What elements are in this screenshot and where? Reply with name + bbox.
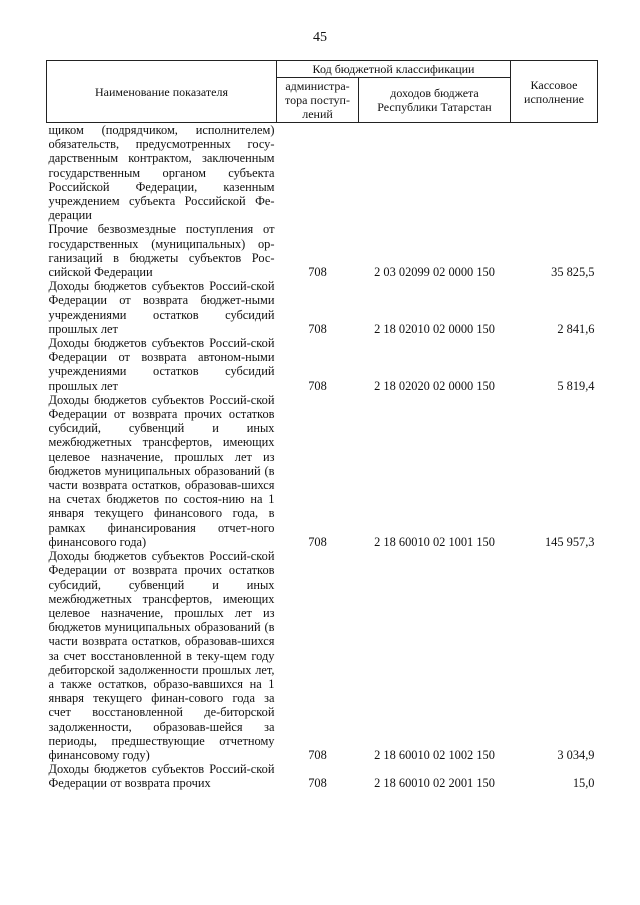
row-name: Доходы бюджетов субъектов Россий-ской Федерации от возврата прочих остатков субсидий, субвенций и иных межбюджетных трансфертов, имеющих целевое назначение, прошлых лет из бюджетов муниципальных образований (в части возврата остатков, образовав-шихся на счетах бюджетов по состоя-нию на 1 января текущего финансового года, в рамках финансирования отчет-ного финансового года)	[48, 392, 275, 549]
row-name: Доходы бюджетов субъектов Россий-ской Федерации от возврата автоном-ными учреждениями остатков субсидий прошлых лет	[48, 336, 275, 393]
row-code	[359, 123, 511, 223]
table-row	[47, 123, 598, 223]
table-row	[47, 222, 598, 279]
row-admin: 708	[308, 378, 327, 393]
header-income: доходов бюджета Республики Татарстан	[359, 78, 511, 123]
row-name: Доходы бюджетов субъектов Россий-ской Федерации от возврата прочих остатков субсидий, субвенций и иных межбюджетных трансфертов, имеющих целевое назначение, прошлых лет из бюджетов муниципальных образований (в части возврата остатков, образовав-шихся за счет восстановленной в теку-щем году дебиторской задолженности прошлых лет, а также остатков, образо-вавшихся на 1 января текущего финан-сового года за счет восстановленной де-биторской задолженности, образовав-шейся за периоды, предшествующие отчетному финансовому году)	[48, 549, 275, 762]
row-name: Доходы бюджетов субъектов Россий-ской Федерации от возврата прочих	[48, 762, 275, 791]
row-amount: 35 825,5	[551, 265, 595, 280]
header-admin: администра-тора поступ-лений	[277, 78, 359, 123]
row-admin: 708	[308, 534, 327, 549]
row-name: щиком (подрядчиком, исполнителем) обязательств, предусмотренных госу-дарственным контрактом, заключенным государственным органом субъекта Российской Федерации, казенным учреждением субъекта Российской Фе-дерации	[48, 123, 275, 223]
row-admin: 708	[308, 321, 327, 336]
table-header	[47, 61, 598, 123]
table-row	[47, 279, 598, 336]
row-amount: 145 957,3	[544, 534, 595, 549]
page-number: 45	[313, 30, 327, 45]
budget-table	[46, 60, 598, 791]
header-name: Наименование показателя	[47, 61, 277, 123]
row-name: Прочие безвозмездные поступления от государственных (муниципальных) ор-ганизаций в бюджеты субъектов Рос-сийской Федерации	[48, 222, 275, 280]
row-admin: 708	[308, 776, 327, 791]
header-cash: Кассовое исполнение	[511, 61, 598, 123]
row-name: Доходы бюджетов субъектов Россий-ской Федерации от возврата бюджет-ными учреждениями остатков субсидий прошлых лет	[48, 279, 275, 336]
row-amount: 5 819,4	[557, 378, 595, 393]
row-code: 2 18 60010 02 1001 150	[374, 534, 495, 549]
row-amount: 2 841,6	[557, 321, 595, 336]
row-code: 2 03 02099 02 0000 150	[374, 265, 495, 280]
row-amount: 3 034,9	[557, 747, 595, 762]
table-row	[47, 549, 598, 762]
row-admin: 708	[308, 265, 327, 280]
row-code: 2 18 02020 02 0000 150	[374, 378, 495, 393]
row-code: 2 18 60010 02 1002 150	[374, 747, 495, 762]
row-code: 2 18 02010 02 0000 150	[374, 321, 495, 336]
row-admin	[277, 123, 359, 223]
table-row	[47, 336, 598, 393]
row-code: 2 18 60010 02 2001 150	[374, 776, 495, 791]
row-amount: 15,0	[572, 776, 595, 791]
table-row	[47, 762, 598, 790]
table-row	[47, 393, 598, 549]
row-admin: 708	[308, 747, 327, 762]
header-code-group: Код бюджетной классификации	[277, 61, 511, 78]
row-amount	[511, 123, 598, 223]
